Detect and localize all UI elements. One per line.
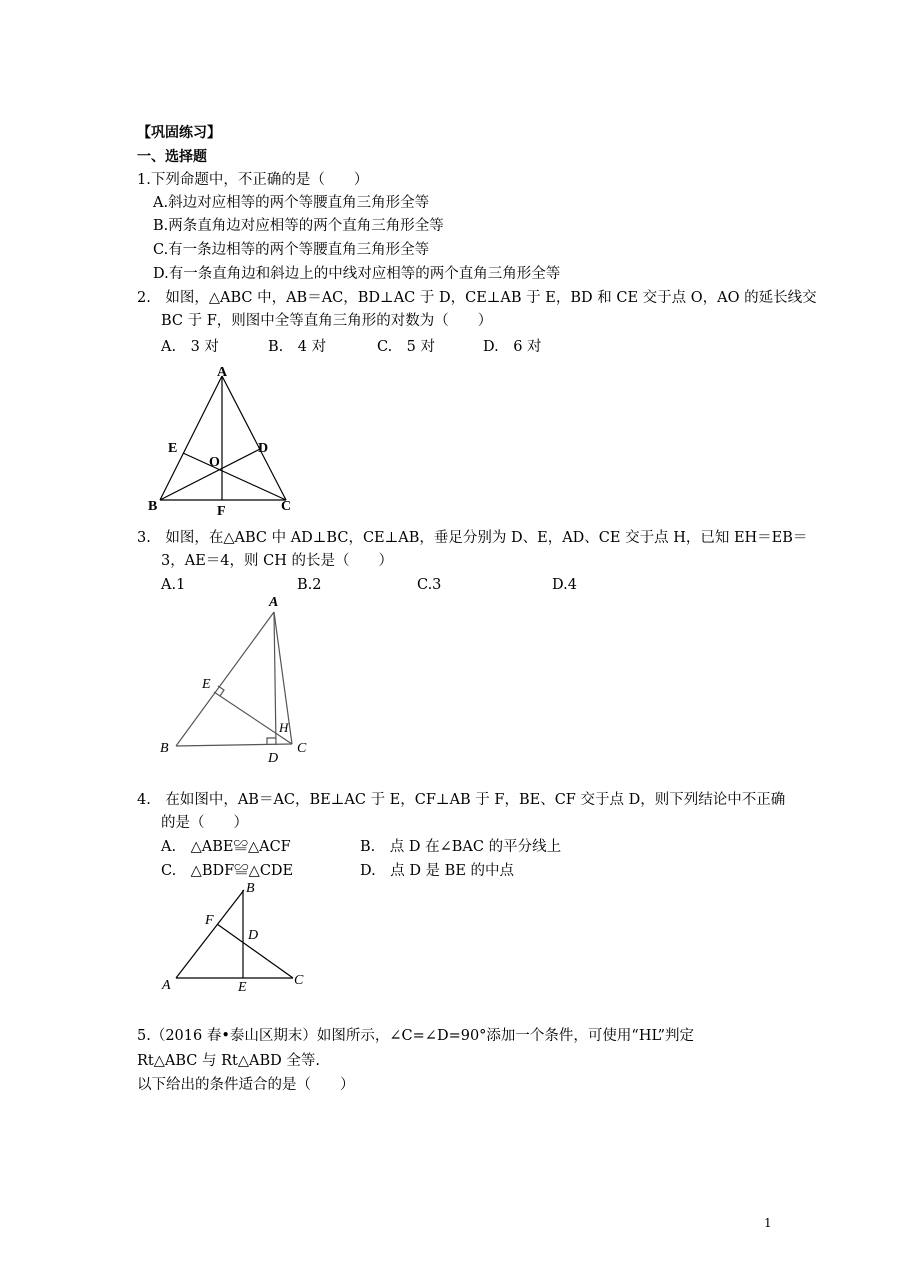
q2-label-o: O	[209, 455, 220, 470]
q4-stem-line2: 的是（ ）	[161, 815, 248, 831]
q2-option-b: B. 4 对	[268, 339, 327, 355]
q1-option-d: D.有一条直角边和斜边上的中线对应相等的两个直角三角形全等	[153, 266, 561, 282]
q2-option-d: D. 6 对	[483, 339, 542, 355]
q4-label-b: B	[246, 881, 255, 896]
q2-option-c: C. 5 对	[377, 339, 436, 355]
q2-label-e: E	[168, 441, 178, 456]
q1-option-c: C.有一条边相等的两个等腰直角三角形全等	[153, 242, 430, 258]
q4-label-a: A	[162, 978, 171, 993]
q3-label-e: E	[202, 677, 211, 692]
q4-stem-line1: 4. 在如图中，AB＝AC，BE⊥AC 于 E，CF⊥AB 于 F，BE、CF 交于点 D，则下列结论中不正确	[137, 792, 786, 808]
section-subheading: 一、选择题	[137, 149, 207, 165]
q4-option-c: C. △BDF≌△CDE	[161, 863, 294, 879]
page-number: 1	[764, 1216, 772, 1230]
q2-label-f: F	[217, 504, 226, 519]
q3-label-h: H	[279, 720, 289, 735]
q4-label-e: E	[238, 980, 247, 995]
q3-figure	[150, 592, 320, 772]
q5-stem-line2: Rt△ABC 与 Rt△ABD 全等.	[137, 1053, 320, 1069]
q5-stem-line1: 5.（2016 春•泰山区期末）如图所示，∠C=∠D=90°添加一个条件，可使用“HL”判定	[137, 1028, 695, 1044]
q2-label-d: D	[258, 441, 269, 456]
q2-line-ac	[222, 376, 286, 500]
q1-option-b: B.两条直角边对应相等的两个直角三角形全等	[153, 218, 444, 234]
q3-option-d: D.4	[552, 577, 577, 593]
q2-label-a: A	[217, 365, 228, 380]
q3-line-ab	[176, 612, 274, 746]
q4-option-d: D. 点 D 是 BE 的中点	[360, 863, 515, 879]
q2-figure	[140, 360, 310, 520]
q2-option-a: A. 3 对	[161, 339, 219, 355]
q4-option-b: B. 点 D 在∠BAC 的平分线上	[360, 839, 562, 855]
q2-label-c: C	[281, 499, 292, 514]
q2-label-b: B	[148, 499, 158, 514]
q1-stem: 1.下列命题中，不正确的是（ ）	[137, 172, 369, 188]
q2-stem-line1: 2. 如图，△ABC 中，AB＝AC，BD⊥AC 于 D，CE⊥AB 于 E，BD 和 CE 交于点 O，AO 的延长线交	[137, 290, 817, 306]
q3-line-ad	[274, 612, 276, 745]
q4-figure	[150, 878, 320, 998]
q3-label-a: A	[269, 595, 279, 610]
section-heading: 【巩固练习】	[137, 125, 221, 141]
q5-stem-line3: 以下给出的条件适合的是（ ）	[137, 1077, 355, 1093]
q2-stem-line2: BC 于 F，则图中全等直角三角形的对数为（ ）	[161, 313, 493, 329]
q3-line-bc	[176, 744, 292, 746]
q2-line-ce	[183, 453, 286, 500]
q4-label-f: F	[205, 913, 214, 928]
q3-label-d: D	[268, 751, 279, 766]
q4-label-c: C	[294, 973, 304, 988]
q4-label-d: D	[248, 928, 259, 943]
q4-option-a: A. △ABE≌△ACF	[161, 839, 291, 855]
q3-option-c: C.3	[417, 577, 442, 593]
q3-option-b: B.2	[297, 577, 322, 593]
q3-stem-line2: 3，AE＝4，则 CH 的长是（ ）	[161, 553, 393, 569]
q3-stem-line1: 3. 如图，在△ABC 中 AD⊥BC，CE⊥AB，垂足分别为 D、E，AD、CE 交于点 H，已知 EH＝EB＝	[137, 530, 808, 546]
q3-label-b: B	[160, 741, 169, 756]
q3-line-ce	[214, 692, 292, 744]
q3-label-c: C	[297, 741, 307, 756]
q1-option-a: A.斜边对应相等的两个等腰直角三角形全等	[153, 195, 430, 211]
q2-line-ab	[160, 376, 222, 500]
q3-option-a: A.1	[161, 577, 186, 593]
q4-line-ab	[176, 890, 244, 978]
